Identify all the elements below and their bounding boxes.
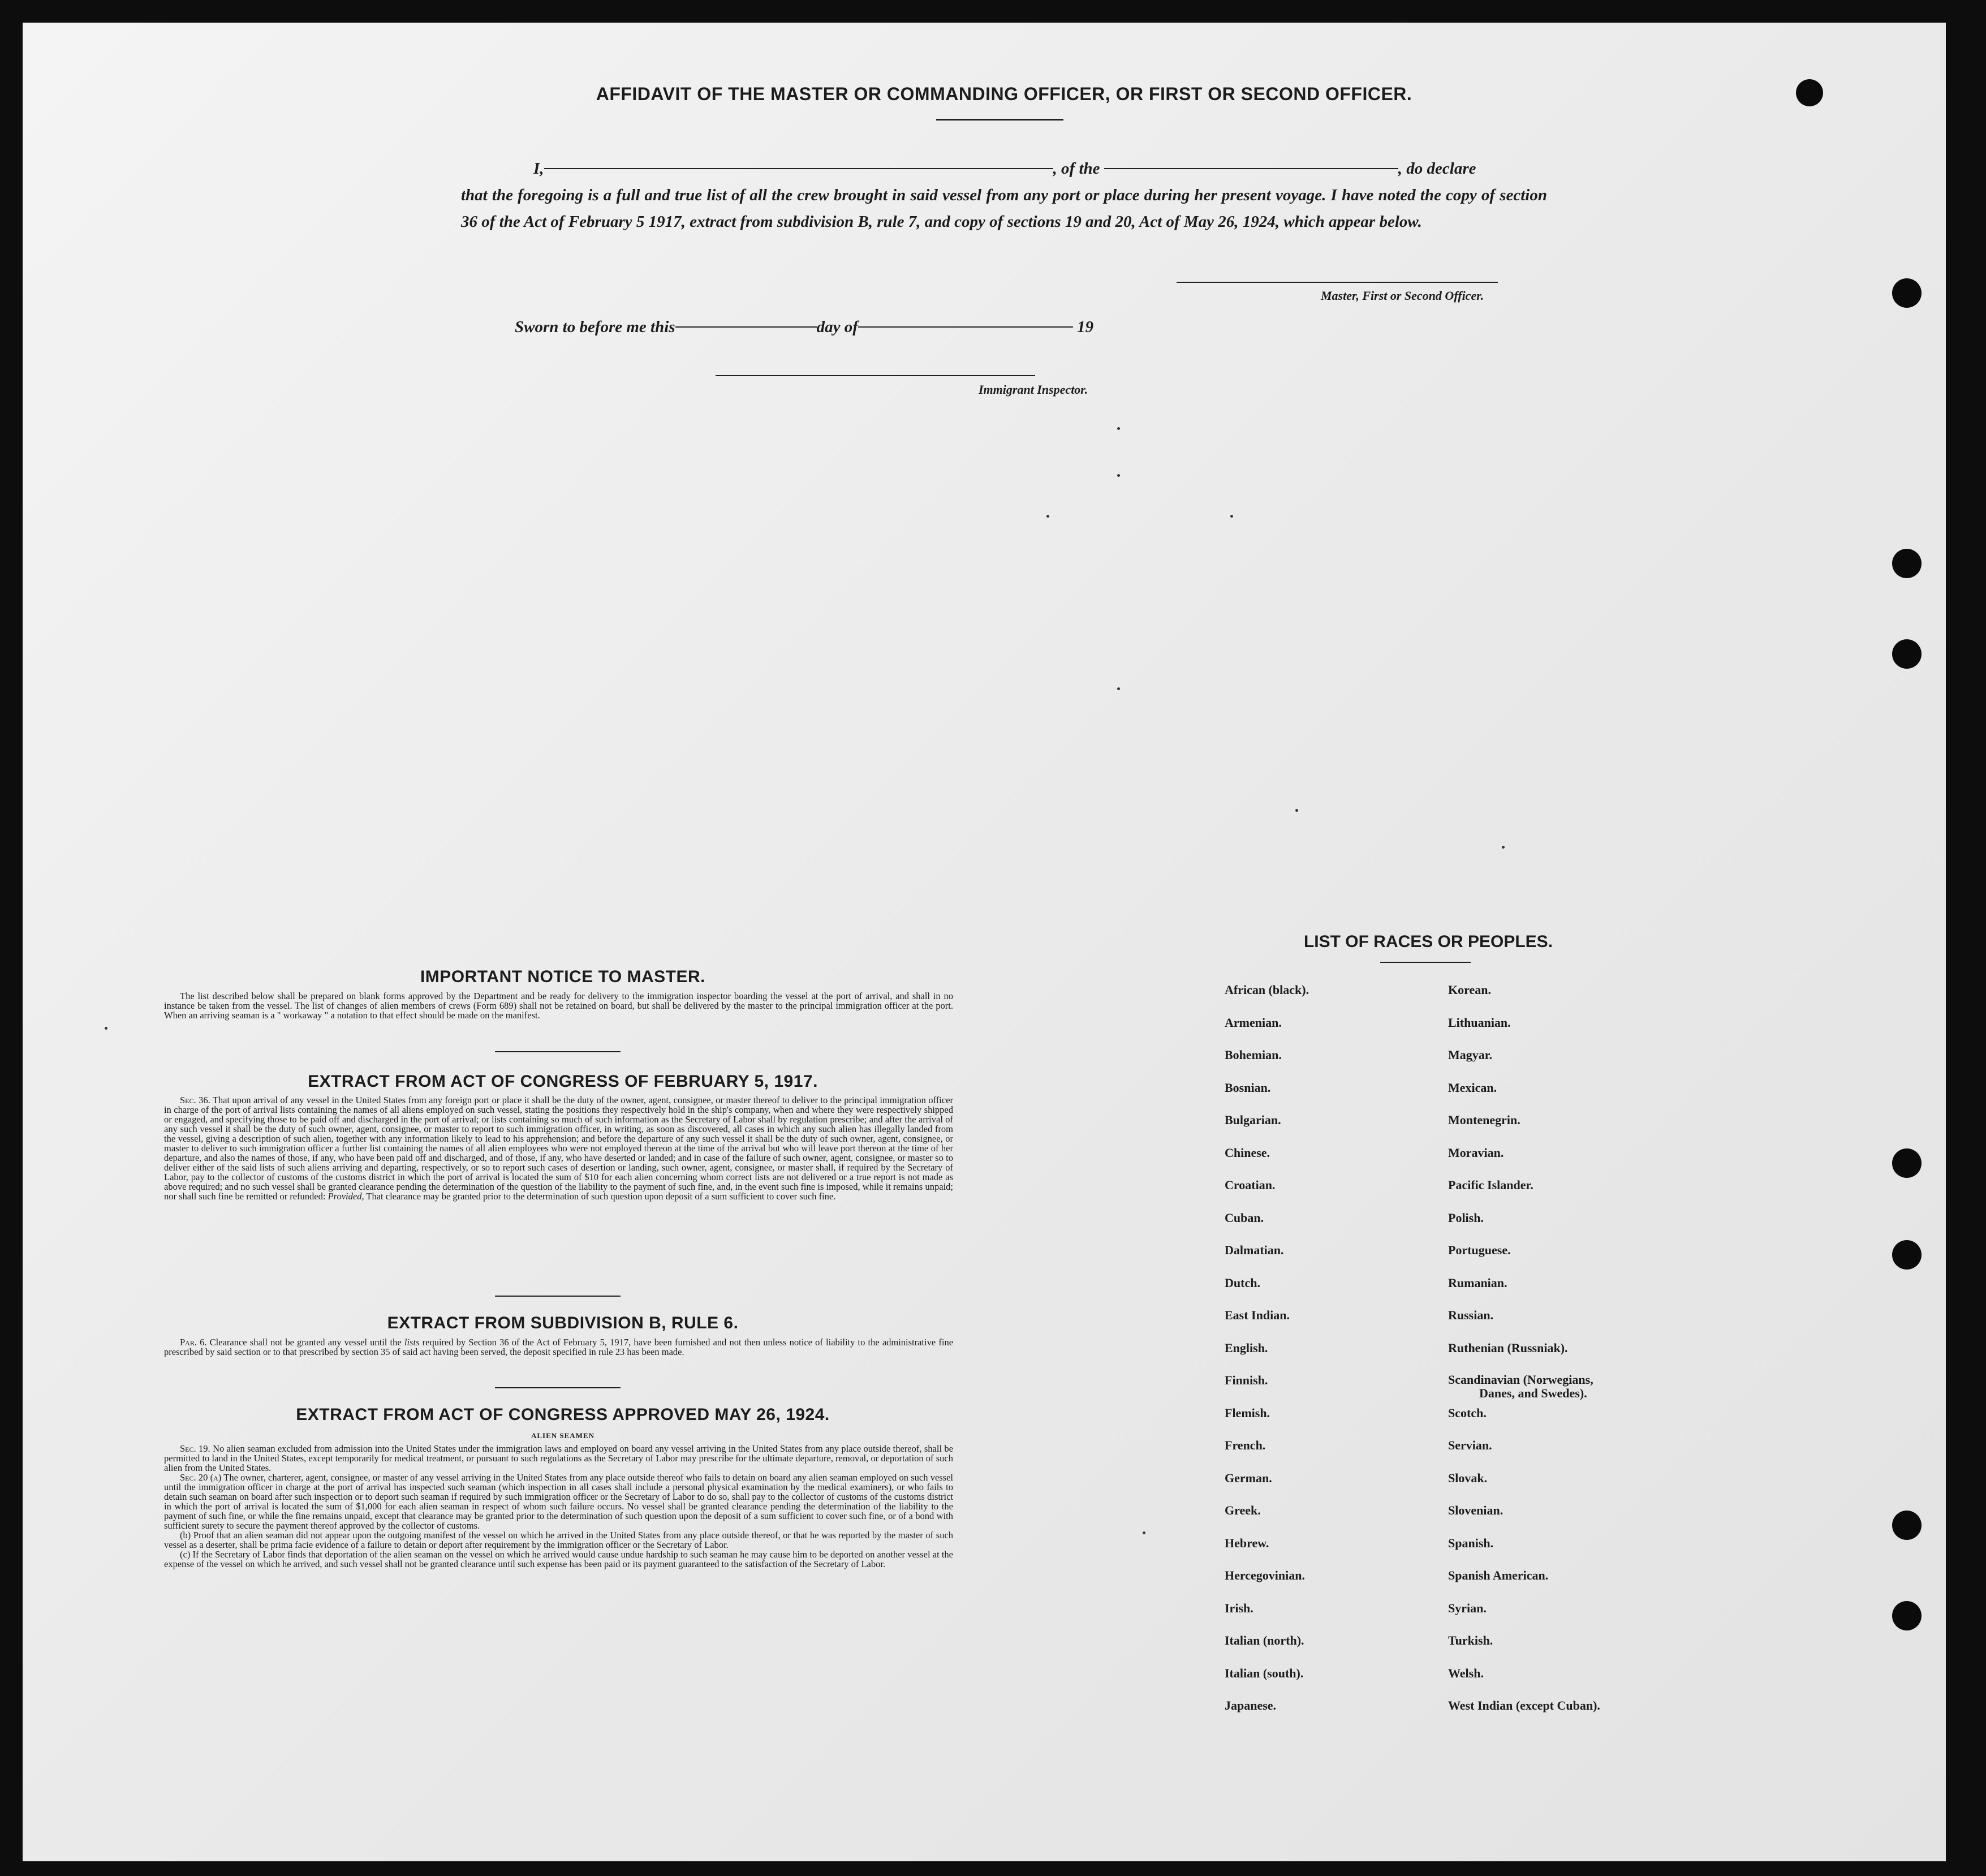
- section-20a-text: The owner, charterer, agent, consignee, or master of any vessel arriving in the United States from any place outside thereof who fails to detain on board any alien seaman employed on such vessel until the immigration officer in charge at the port of arrival has inspected such seaman (which inspection in all cases shall include a personal physical examination by the medical examiners), or who fails to detain such seaman on board after such inspection or to deport such seaman if required by such immigration officer or the Secretary of Labor to do so, shall pay to the collector of customs of the customs district in which the port of arrival is located the sum of $1,000 for each alien seaman in respect of whom such failure occurs. No vessel shall be granted clearance pending the determination of the liability to the payment of such fine, or while the fine remains unpaid, except that clearance may be granted prior to the determination of such question upon the deposit of a sum sufficient to cover such fine, or of a bond with sufficient surety to secure the payment thereof approved by the collector of customs.: [164, 1472, 954, 1531]
- race-item: Dutch.: [1225, 1275, 1260, 1290]
- section-20b-paragraph: [164, 1530, 953, 1550]
- extract-1917-text: [164, 1095, 953, 1201]
- rule6-text: [164, 1337, 953, 1357]
- race-item: Italian (north).: [1225, 1633, 1304, 1647]
- scan-speck: [1295, 809, 1298, 812]
- race-item: German.: [1225, 1470, 1272, 1485]
- binder-hole: [1892, 1240, 1922, 1270]
- day-blank: [675, 326, 817, 328]
- scan-speck: [1117, 474, 1120, 477]
- lists-word: lists: [404, 1337, 420, 1348]
- proviso-word: Provided,: [328, 1191, 364, 1202]
- month-blank: [858, 326, 1073, 328]
- race-item: Italian (south).: [1225, 1666, 1304, 1680]
- master-label: Master, First or Second Officer.: [1321, 289, 1484, 303]
- scan-speck: [1117, 687, 1120, 690]
- race-item: Ruthenian (Russniak).: [1448, 1340, 1568, 1355]
- section-19-label: Sec. 19.: [180, 1443, 210, 1454]
- race-item: Spanish American.: [1448, 1568, 1549, 1582]
- extract-1917-heading: EXTRACT FROM ACT OF CONGRESS OF FEBRUARY 5, 1917.: [308, 1072, 818, 1091]
- affidavit-declare: , do declare: [1398, 160, 1476, 178]
- extract-1924-heading: EXTRACT FROM ACT OF CONGRESS APPROVED MAY 26, 1924.: [296, 1405, 830, 1424]
- race-item: Rumanian.: [1448, 1275, 1507, 1290]
- races-column-right: [1448, 983, 1600, 1731]
- affidavit-title: AFFIDAVIT OF THE MASTER OR COMMANDING OFFICER, OR FIRST OR SECOND OFFICER.: [596, 84, 1412, 104]
- race-item: Turkish.: [1448, 1633, 1493, 1647]
- race-item: Korean.: [1448, 983, 1491, 997]
- binder-hole: [1892, 639, 1922, 669]
- race-item: French.: [1225, 1438, 1266, 1452]
- race-item: Cuban.: [1225, 1210, 1264, 1225]
- notice-heading: IMPORTANT NOTICE TO MASTER.: [420, 967, 706, 986]
- race-item: Greek.: [1225, 1503, 1261, 1517]
- section-36-text-end: That clearance may be granted prior to the determination of such question upon deposit of a sum sufficient to cover such fine.: [366, 1191, 836, 1202]
- name-blank: [544, 168, 1053, 169]
- par-6-text: Clearance shall not be granted any vessel until the: [209, 1337, 402, 1348]
- race-item: Magyar.: [1448, 1048, 1493, 1062]
- race-item: Irish.: [1225, 1600, 1253, 1615]
- sworn-line: [515, 318, 1093, 337]
- race-item: Moravian.: [1448, 1145, 1504, 1160]
- scan-speck: [1230, 515, 1233, 518]
- race-item: Hebrew.: [1225, 1535, 1269, 1550]
- alien-seamen-subheading: ALIEN SEAMEN: [531, 1431, 595, 1440]
- races-heading: LIST OF RACES OR PEOPLES.: [1303, 932, 1553, 951]
- sworn-day-of: day of: [816, 318, 858, 336]
- notice-divider: [495, 1051, 621, 1052]
- race-item: Chinese.: [1225, 1145, 1270, 1160]
- race-item: Lithuanian.: [1448, 1015, 1511, 1030]
- race-item: Portuguese.: [1448, 1243, 1511, 1257]
- inspector-label: Immigrant Inspector.: [979, 382, 1088, 397]
- section-20a-label: Sec. 20 (a): [180, 1472, 222, 1483]
- race-item: Dalmatian.: [1225, 1243, 1284, 1257]
- race-item: Servian.: [1448, 1438, 1492, 1452]
- binder-hole: [1892, 549, 1922, 578]
- scan-speck: [1117, 427, 1120, 430]
- binder-hole: [1892, 278, 1922, 308]
- title-divider: [936, 119, 1063, 121]
- section-20c-label: (c): [180, 1549, 191, 1560]
- scan-speck: [1502, 846, 1505, 849]
- extract-1917-divider: [495, 1296, 621, 1297]
- race-item: Finnish.: [1225, 1373, 1268, 1387]
- binder-hole: [1796, 79, 1823, 106]
- rule6-heading: EXTRACT FROM SUBDIVISION B, RULE 6.: [387, 1314, 739, 1332]
- par-6-label: Par. 6.: [180, 1337, 207, 1348]
- race-item: Bulgarian.: [1225, 1113, 1281, 1127]
- extract-1924-text: [164, 1444, 953, 1569]
- notice-paragraph: The list described below shall be prepared on blank forms approved by the Department and be ready for delivery to the immigration inspector boarding the vessel at the port of arrival, and shall in no instance be taken from the vessel. The list of changes of alien members of crews (Form 689) shall not be retained on board, but shall be delivered by the master to the principal immigration officer at the port. When an arriving seaman is a " workaway " a notation to that effect should be made on the manifest.: [164, 991, 953, 1021]
- document-page: [23, 23, 1946, 1861]
- race-item: Russian.: [1448, 1308, 1494, 1322]
- race-item: Montenegrin.: [1448, 1113, 1520, 1127]
- race-item: Slovak.: [1448, 1470, 1488, 1485]
- scan-speck: [105, 1027, 107, 1030]
- race-item: Bosnian.: [1225, 1080, 1271, 1095]
- section-36-paragraph: [164, 1095, 953, 1201]
- affidavit-of-the: , of the: [1053, 160, 1100, 178]
- master-signature-line: [1177, 282, 1498, 283]
- races-column-left: [1225, 983, 1309, 1731]
- section-20a-paragraph: [164, 1473, 953, 1530]
- par-6-paragraph: [164, 1337, 953, 1357]
- par-6-text-end: required by Section 36 of the Act of February 5, 1917, have been furnished and not then unless notice of liability to the administrative fine prescribed by said section or to that prescribed by section 35 of said act having been served, the deposit specified in rule 23 has been made.: [164, 1337, 954, 1357]
- sworn-start: Sworn to before me this: [515, 318, 675, 336]
- vessel-blank: [1104, 168, 1398, 169]
- race-item: Armenian.: [1225, 1015, 1282, 1030]
- race-item: Pacific Islander.: [1448, 1178, 1533, 1192]
- sworn-year: 19: [1077, 318, 1094, 336]
- race-item: English.: [1225, 1340, 1268, 1355]
- races-divider: [1380, 962, 1471, 963]
- notice-text: [164, 991, 953, 1020]
- section-20c-text: If the Secretary of Labor finds that deportation of the alien seaman on the vessel on which he arrived would cause undue hardship to such seaman he may cause him to be deported on another vessel at the expense of the vessel on which he arrived, and such vessel shall not be granted clearance until such expense has been paid or its payment guaranteed to the satisfaction of the Secretary of Labor.: [164, 1549, 953, 1569]
- race-item: East Indian.: [1225, 1308, 1290, 1322]
- affidavit-first-line: [461, 156, 1547, 182]
- scan-speck: [1046, 515, 1049, 518]
- section-20b-label: (b): [180, 1530, 191, 1541]
- binder-hole: [1892, 1601, 1922, 1630]
- section-36-text: That upon arrival of any vessel in the United States from any foreign port or place it shall be the duty of the owner, agent, consignee, or master thereof to deliver to the principal immigration officer in charge of the port of arrival lists containing the names of all aliens employed on such vessel, stating the positions they respectively hold in the ship's company, when and where they were respectively shipped or engaged, and specifying those to be paid off and discharged in the port of arrival; or lists containing so much of such information as the Secretary of Labor shall by regulation prescribe; and after the arrival of any such vessel it shall be the duty of such owner, agent, consignee, or master to report to such immigration officer, in writing, as soon as discovered, all cases in which any such alien has illegally landed from the vessel, giving a description of such alien, together with any information likely to lead to his apprehension; and before the departure of any such vessel it shall be the duty of such owner, agent, consignee, or master to deliver to such immigration officer a further list containing the names of all alien employees who were not employed thereon at the time of the arrival but who will leave port thereon at the time of her departure, and also the names of those, if any, who have been paid off and discharged, and of those, if any, who have deserted or landed; and in case of the failure of such owner, agent, consignee, or master so to deliver either of the said lists of such aliens arriving and departing, respectively, or so to report such cases of desertion or landing, such owner, agent, consignee, or master shall, if required by the Secretary of Labor, pay to the collector of customs of the customs district in which the port of arrival is located the sum of $10 for each alien concerning whom correct lists are not delivered or a true report is not made as above required; and no such vessel shall be granted clearance pending the determination of the question of the liability to the payment of such fine, and, in the event such fine is imposed, while it remains unpaid; nor shall such fine be remitted or refunded:: [164, 1095, 954, 1202]
- race-item: Hercegovinian.: [1225, 1568, 1305, 1582]
- race-item: Croatian.: [1225, 1178, 1276, 1192]
- affidavit-i: I,: [533, 160, 544, 178]
- race-item-continuation: Danes, and Swedes).: [1479, 1386, 1587, 1400]
- race-item: Syrian.: [1448, 1600, 1487, 1615]
- race-item: Bohemian.: [1225, 1048, 1282, 1062]
- affidavit-statement: [461, 156, 1547, 235]
- race-item: Spanish.: [1448, 1535, 1494, 1550]
- race-item: Polish.: [1448, 1210, 1484, 1225]
- inspector-signature-line: [716, 375, 1035, 376]
- section-19-paragraph: [164, 1444, 953, 1473]
- scan-speck: [1143, 1531, 1145, 1534]
- section-20c-paragraph: [164, 1550, 953, 1569]
- affidavit-body: that the foregoing is a full and true list of all the crew brought in said vessel from any port or place during her present voyage. I have noted the copy of section 36 of the Act of February 5 1917, extract from subdivision B, rule 7, and copy of sections 19 and 20, Act of May 26, 1924, which appear below.: [461, 186, 1547, 231]
- race-item: West Indian (except Cuban).: [1448, 1698, 1600, 1713]
- race-item: African (black).: [1225, 983, 1309, 997]
- race-item: Scotch.: [1448, 1405, 1487, 1420]
- rule6-divider: [495, 1387, 621, 1388]
- race-item: Japanese.: [1225, 1698, 1277, 1713]
- section-36-label: Sec. 36.: [180, 1095, 210, 1105]
- race-item: Welsh.: [1448, 1666, 1484, 1680]
- binder-hole: [1892, 1148, 1922, 1178]
- race-item: Mexican.: [1448, 1080, 1497, 1095]
- section-19-text: No alien seaman excluded from admission into the United States under the immigration laws and employed on board any vessel arriving in the United States from any place outside thereof, shall be permitted to land in the United States, except temporarily for medical treatment, or pursuant to such regulations as the Secretary of Labor may prescribe for the ultimate departure, removal, or deportation of such alien from the United States.: [164, 1443, 954, 1473]
- section-20b-text: Proof that an alien seaman did not appear upon the outgoing manifest of the vessel on which he arrived in the United States from any place outside thereof, or that he was reported by the master of such vessel as a deserter, shall be prima facie evidence of a failure to detain or deport after requirement by the immigration officer or the Secretary of Labor.: [164, 1530, 954, 1550]
- race-item: Flemish.: [1225, 1405, 1270, 1420]
- race-item: Slovenian.: [1448, 1503, 1503, 1517]
- race-item: Scandinavian (Norwegians, Danes, and Swedes).: [1448, 1373, 1600, 1406]
- binder-hole: [1892, 1511, 1922, 1540]
